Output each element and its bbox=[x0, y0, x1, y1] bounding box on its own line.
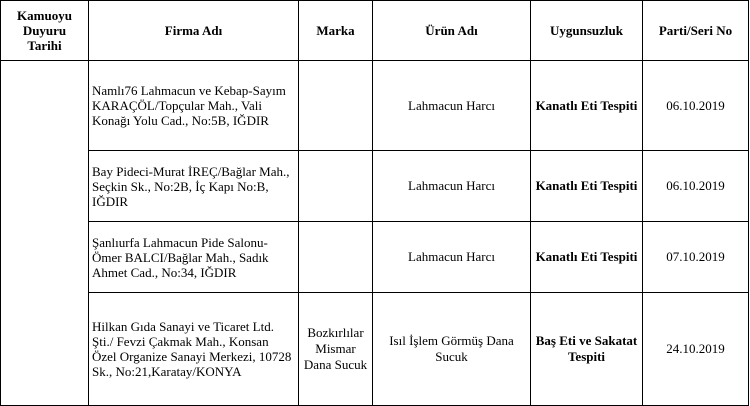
header-firma-adi: Firma Adı bbox=[89, 1, 299, 61]
uygunsuzluk-cell: Kanatlı Eti Tespiti bbox=[531, 61, 643, 151]
marka-cell: Bozkırlılar Mismar Dana Sucuk bbox=[299, 293, 373, 406]
firma-adi-cell: Bay Pideci-Murat İREÇ/Bağlar Mah., Seçkin Sk., No:2B, İç Kapı No:B, IĞDIR bbox=[89, 151, 299, 222]
firma-adi-cell: Hilkan Gıda Sanayi ve Ticaret Ltd. Şti./ Fevzi Çakmak Mah., Konsan Özel Organize Sanayi Merkezi, 10728 Sk., No:21,Karatay/KONYA bbox=[89, 293, 299, 406]
uygunsuzluk-cell: Kanatlı Eti Tespiti bbox=[531, 151, 643, 222]
header-urun-adi: Ürün Adı bbox=[373, 1, 531, 61]
parti-seri-no-cell: 06.10.2019 bbox=[643, 151, 749, 222]
urun-adi-cell: Lahmacun Harcı bbox=[373, 222, 531, 293]
table-row bbox=[1, 151, 749, 222]
parti-seri-no-cell: 24.10.2019 bbox=[643, 293, 749, 406]
urun-adi-cell: Lahmacun Harcı bbox=[373, 151, 531, 222]
table-row bbox=[1, 293, 749, 406]
urun-adi-cell: Lahmacun Harcı bbox=[373, 61, 531, 151]
header-marka: Marka bbox=[299, 1, 373, 61]
header-duyuru-tarihi: Kamuoyu Duyuru Tarihi bbox=[1, 1, 89, 61]
urun-adi-cell: Isıl İşlem Görmüş Dana Sucuk bbox=[373, 293, 531, 406]
table-row bbox=[1, 222, 749, 293]
marka-cell bbox=[299, 151, 373, 222]
header-uygunsuzluk: Uygunsuzluk bbox=[531, 1, 643, 61]
marka-cell bbox=[299, 222, 373, 293]
duyuru-tarihi-cell bbox=[1, 61, 89, 406]
marka-cell bbox=[299, 61, 373, 151]
parti-seri-no-cell: 06.10.2019 bbox=[643, 61, 749, 151]
firma-adi-cell: Namlı76 Lahmacun ve Kebap-Sayım KARAÇÖL/Topçular Mah., Vali Konağı Yolu Cad., No:5B, IĞDIR bbox=[89, 61, 299, 151]
uygunsuzluk-cell: Baş Eti ve Sakatat Tespiti bbox=[531, 293, 643, 406]
header-row bbox=[1, 1, 749, 61]
table-row bbox=[1, 61, 749, 151]
firma-adi-cell: Şanlıurfa Lahmacun Pide Salonu-Ömer BALCI/Bağlar Mah., Sadık Ahmet Cad., No:34, IĞDIR bbox=[89, 222, 299, 293]
header-parti-seri-no: Parti/Seri No bbox=[643, 1, 749, 61]
uygunsuzluk-cell: Kanatlı Eti Tespiti bbox=[531, 222, 643, 293]
parti-seri-no-cell: 07.10.2019 bbox=[643, 222, 749, 293]
